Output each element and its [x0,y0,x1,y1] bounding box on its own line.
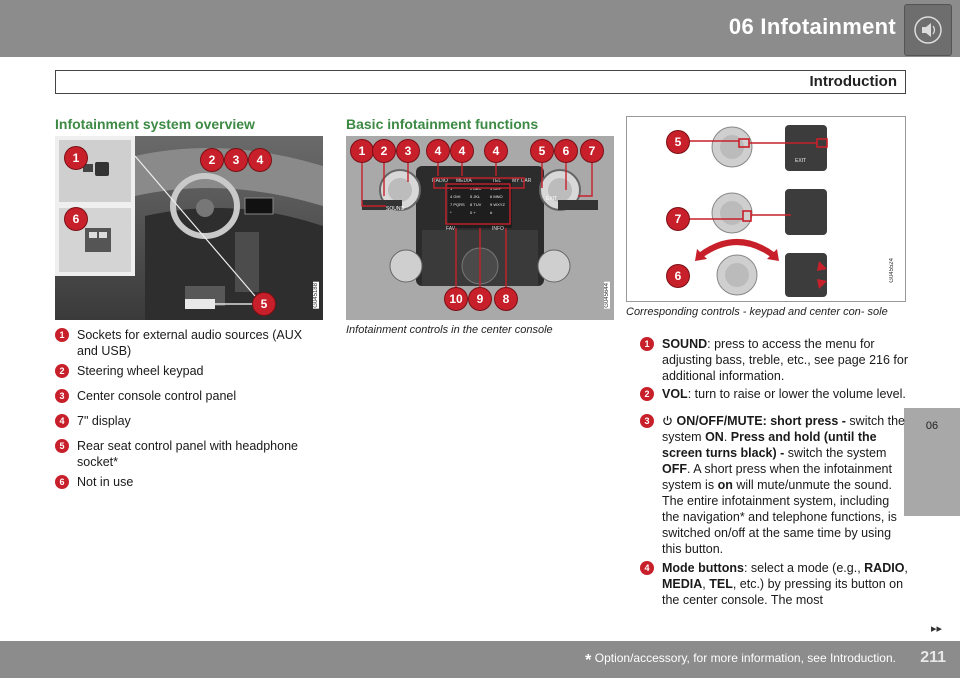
dashboard-illustration [55,136,323,320]
list-item [55,413,323,429]
chapter-header [0,0,960,57]
item-text [640,386,908,402]
asterisk: * [585,652,592,669]
keypad-figure [626,116,906,302]
callout-1: 1 [351,140,373,162]
middle-heading: Basic infotainment functions [346,116,539,132]
item-number: 5 [55,439,69,453]
list-item [55,438,323,470]
info-label: INFO [492,226,504,232]
callout-5: 5 [253,293,275,315]
callout-5: 5 [667,131,689,153]
item-text: Sockets for external audio sources (AUX and USB) [77,328,303,358]
sound-label: SOUND [386,206,405,212]
speaker-icon [913,15,943,45]
list-item [640,336,908,384]
list-item [55,327,323,359]
item-bold: Press and hold (until the screen turns black) - [662,430,877,460]
item-bold: on [717,478,733,492]
list-item [55,474,323,490]
item-text: Rear seat control panel with headphone socket* [77,439,298,469]
keypad-exit-label: EXIT [795,158,807,164]
callout-6: 6 [555,140,577,162]
callout-5: 5 [531,140,553,162]
item-number: 3 [55,389,69,403]
radio-label: RADIO [432,178,448,184]
dashboard-figure [55,136,323,320]
key: 3 DEF [490,186,502,191]
key: # [490,210,493,215]
left-heading: Infotainment system overview [55,116,255,132]
callout-7: 7 [667,208,689,230]
key: 1 [450,186,453,191]
callout-4: 4 [249,149,271,171]
callout-6: 6 [65,208,87,230]
item-text: 7" display [77,414,131,428]
key: 2 ABC [470,186,482,191]
callout-6: 6 [667,265,689,287]
item-body: . A short press when the infotainment system is [662,462,892,492]
item-body: switch the system [662,414,905,444]
list-item [640,560,908,608]
item-body: : press to access the menu for adjusting bass, treble, etc., see page 216 for additional information. [662,337,908,383]
callout-2: 2 [201,149,223,171]
console-caption: Infotainment controls in the center console [346,324,553,336]
item-bold: MEDIA [662,577,703,591]
key: 5 JKL [470,194,481,199]
callout-3: 3 [397,140,419,162]
item-number: 6 [55,475,69,489]
item-text [640,560,908,608]
item-number: 4 [640,561,654,575]
callout-2: 2 [373,140,395,162]
tel-label: TEL [492,178,502,184]
item-body: : turn to raise or lower the volume level. [687,387,906,401]
callout-4c: 4 [485,140,507,162]
item-text [640,413,908,557]
power-icon [662,415,673,426]
callout-4a: 4 [427,140,449,162]
list-item [55,363,323,379]
figure-code: G045524 [889,258,895,283]
item-number: 1 [640,337,654,351]
chapter-side-tab [904,408,960,516]
item-bold: RADIO [864,561,905,575]
section-title: Introduction [809,73,897,90]
side-tab-label: 06 [925,420,939,432]
figure-code: G045644 [604,283,610,308]
callout-7: 7 [581,140,603,162]
keypad-caption: Corresponding controls - keypad and center con- sole [626,306,888,318]
callout-10: 10 [445,288,467,310]
item-bold: TEL [709,577,733,591]
callout-9: 9 [469,288,491,310]
media-label: MEDIA [456,178,472,184]
item-bold: ON/OFF/MUTE: short press - [676,414,846,428]
continue-arrows-icon: ▸▸ [930,623,942,635]
item-text: Steering wheel keypad [77,364,204,378]
callout-8: 8 [495,288,517,310]
item-body: , [702,577,710,591]
item-body: , [904,561,908,575]
key: 4 GHI [450,194,461,199]
item-body: . [723,430,731,444]
figure-code: G045188 [313,283,319,308]
callout-4b: 4 [451,140,473,162]
callout-1: 1 [65,147,87,169]
item-bold: SOUND [662,337,708,351]
item-number: 2 [55,364,69,378]
fav-label: FAV [446,226,456,232]
item-body: : select a mode (e.g., [743,561,865,575]
key: 7 PQRS [450,202,465,207]
my-car-label: MY CAR [512,178,532,184]
page-footer [0,641,960,678]
console-figure [346,136,614,320]
item-bold: OFF [662,462,687,476]
section-bar [55,70,906,94]
item-text: Center console control panel [77,389,237,403]
key: 6 MNO [490,194,503,199]
item-number: 2 [640,387,654,401]
chapter-icon-box [904,4,952,56]
key: 0 + [470,210,476,215]
footer-note-text: Option/accessory, for more information, see Introduction. [591,651,896,665]
list-item [640,386,908,402]
page-number: 211 [920,649,946,666]
item-number: 4 [55,414,69,428]
key: 9 WXYZ [490,202,505,207]
item-body: will mute/unmute the sound. The entire infotainment system, including the navigation* and telephone functions, is switched on/off at the same time by using this button. [662,478,897,556]
item-number: 3 [640,414,654,428]
exit-label: EXIT [546,196,558,202]
item-body: , etc.) by pressing its button on the center console. The most [662,577,904,607]
item-bold: VOL [662,387,688,401]
item-text [640,336,908,384]
item-bold: ON [705,430,724,444]
item-bold: Mode buttons [662,561,744,575]
key: * [450,210,452,215]
item-number: 1 [55,328,69,342]
callout-3: 3 [225,149,247,171]
item-text: Not in use [77,475,134,489]
key: 8 TUV [470,202,482,207]
list-item [640,413,908,557]
chapter-title: 06 Infotainment [728,14,896,39]
footer-note [585,651,896,670]
list-item [55,388,323,404]
item-body: switch the system [784,446,887,460]
